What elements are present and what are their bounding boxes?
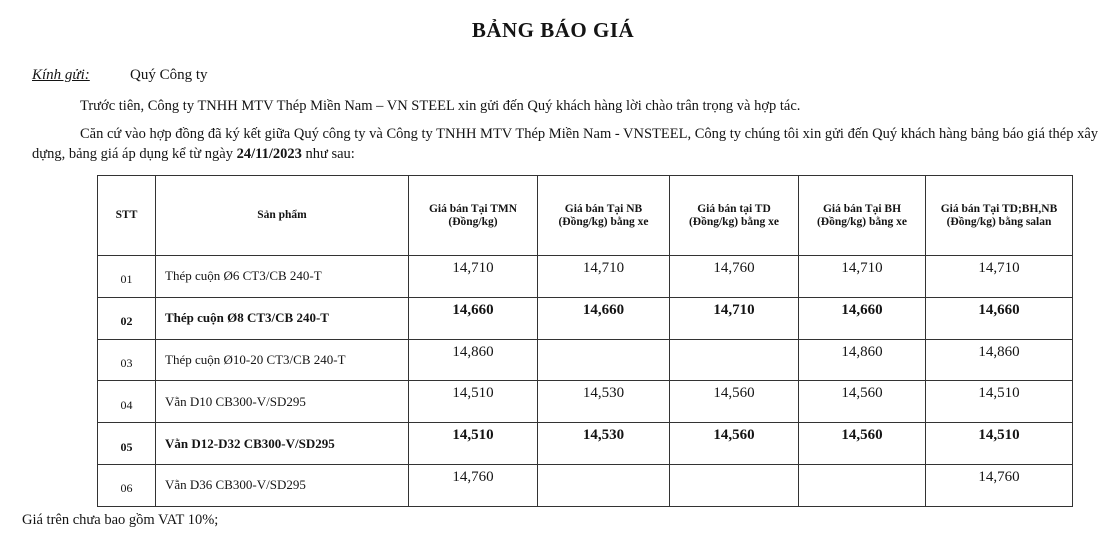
basis-text: Căn cứ vào hợp đồng đã ký kết giữa Quý công ty và Công ty TNHH MTV Thép Miền Nam - VNSTEEL, Công ty chúng tôi xin gửi đến Quý khách hàng bảng báo giá thép xây dựng, bảng giá áp dụng kể từ ngày (32, 126, 1099, 162)
cell-product: Vằn D12-D32 CB300-V/SD295 (156, 423, 409, 465)
cell-nb: 14,530 (538, 381, 670, 423)
cell-product: Thép cuộn Ø6 CT3/CB 240-T (156, 256, 409, 298)
cell-bh: 14,560 (799, 381, 926, 423)
cell-td (670, 464, 799, 506)
cell-salan: 14,510 (926, 381, 1073, 423)
header-salan: Giá bán Tại TD;BH,NB (Đồng/kg) bằng salan (926, 176, 1073, 256)
basis-paragraph (32, 124, 1100, 164)
cell-salan: 14,760 (926, 464, 1073, 506)
cell-nb: 14,660 (538, 297, 670, 339)
greeting-recipient: Quý Công ty (130, 67, 208, 83)
table-row (98, 464, 1073, 506)
cell-td: 14,760 (670, 256, 799, 298)
cell-tmn: 14,510 (409, 381, 538, 423)
cell-td (670, 339, 799, 381)
cell-tmn: 14,760 (409, 464, 538, 506)
cell-nb (538, 464, 670, 506)
cell-tmn: 14,510 (409, 423, 538, 465)
cell-tmn: 14,860 (409, 339, 538, 381)
header-nb: Giá bán Tại NB (Đồng/kg) bằng xe (538, 176, 670, 256)
cell-bh: 14,660 (799, 297, 926, 339)
cell-bh (799, 464, 926, 506)
header-stt: STT (98, 176, 156, 256)
cell-bh: 14,560 (799, 423, 926, 465)
cell-nb: 14,710 (538, 256, 670, 298)
cell-bh: 14,860 (799, 339, 926, 381)
cell-product: Thép cuộn Ø10-20 CT3/CB 240-T (156, 339, 409, 381)
cell-salan: 14,510 (926, 423, 1073, 465)
cell-stt: 04 (98, 381, 156, 423)
document-title: BẢNG BÁO GIÁ (471, 18, 635, 42)
cell-product: Thép cuộn Ø8 CT3/CB 240-T (156, 297, 409, 339)
cell-salan: 14,860 (926, 339, 1073, 381)
cell-stt: 05 (98, 423, 156, 465)
header-bh: Giá bán Tại BH (Đồng/kg) bằng xe (799, 176, 926, 256)
table-row (98, 381, 1073, 423)
cell-td: 14,560 (670, 381, 799, 423)
cell-product: Vằn D10 CB300-V/SD295 (156, 381, 409, 423)
cell-stt: 02 (98, 297, 156, 339)
table-row (98, 256, 1073, 298)
header-td: Giá bán tại TD (Đồng/kg) bằng xe (670, 176, 799, 256)
cell-td: 14,710 (670, 297, 799, 339)
basis-suffix: như sau: (301, 146, 355, 162)
table-row (98, 297, 1073, 339)
cell-salan: 14,660 (926, 297, 1073, 339)
cell-stt: 06 (98, 464, 156, 506)
intro-paragraph: Trước tiên, Công ty TNHH MTV Thép Miền Nam – VN STEEL xin gửi đến Quý khách hàng lời chào trân trọng và hợp tác. (80, 98, 801, 114)
effective-date: 24/11/2023 (236, 146, 302, 162)
table-row (98, 423, 1073, 465)
price-table (97, 175, 1073, 507)
cell-nb (538, 339, 670, 381)
cell-nb: 14,530 (538, 423, 670, 465)
cell-salan: 14,710 (926, 256, 1073, 298)
cell-bh: 14,710 (799, 256, 926, 298)
cell-tmn: 14,710 (409, 256, 538, 298)
table-header-row (98, 176, 1073, 256)
vat-note: Giá trên chưa bao gồm VAT 10%; (22, 512, 219, 528)
cell-stt: 01 (98, 256, 156, 298)
cell-stt: 03 (98, 339, 156, 381)
table-row (98, 339, 1073, 381)
cell-product: Vằn D36 CB300-V/SD295 (156, 464, 409, 506)
greeting-label: Kính gửi: (32, 67, 90, 83)
greeting (32, 67, 208, 84)
header-product: Sản phẩm (156, 176, 409, 256)
header-tmn: Giá bán Tại TMN (Đồng/kg) (409, 176, 538, 256)
cell-tmn: 14,660 (409, 297, 538, 339)
cell-td: 14,560 (670, 423, 799, 465)
